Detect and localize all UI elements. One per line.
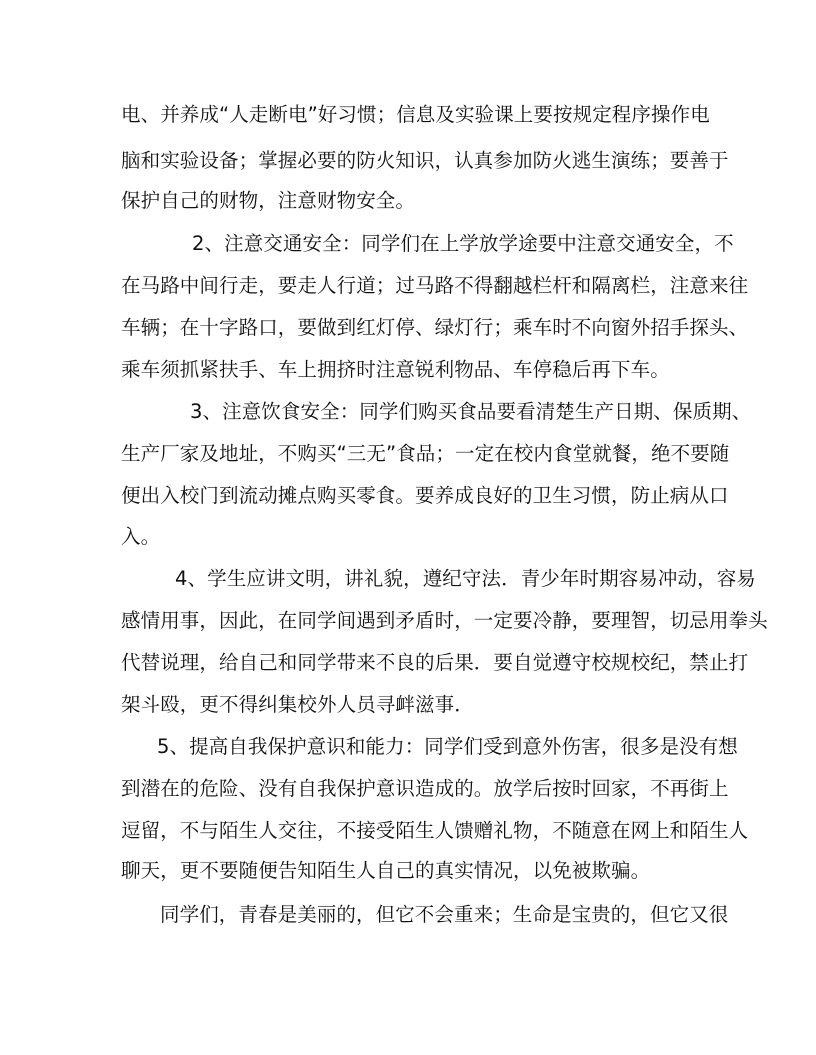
- text-line: 在马路中间行走，要走人行道；过马路不得翻越栏杆和隔离栏，注意来往: [121, 274, 749, 297]
- text-line: 乘车须抓紧扶手、车上拥挤时注意锐利物品、车停稳后再下车。: [121, 358, 670, 381]
- text-line: 到潜在的危险、没有自我保护意识造成的。放学后按时回家，不再街上: [121, 777, 729, 800]
- text-line: 脑和实验设备；掌握必要的防火知识，认真参加防火逃生演练；要善于: [121, 149, 729, 172]
- text-line: 代替说理，给自己和同学带来不良的后果．要自觉遵守校规校纪，禁止打: [121, 651, 749, 674]
- text-line: 生产厂家及地址，不购买“三无”食品；一定在校内食堂就餐，绝不要随: [121, 442, 730, 465]
- text-line: 5、提高自我保护意识和能力：同学们受到意外伤害，很多是没有想: [157, 735, 738, 758]
- text-line: 3、注意饮食安全：同学们购买食品要看清楚生产日期、保质期、: [190, 400, 752, 423]
- text-line: 便出入校门到流动摊点购买零食。要养成良好的卫生习惯，防止病从口: [121, 484, 729, 507]
- text-line: 逗留，不与陌生人交往，不接受陌生人馈赠礼物，不随意在网上和陌生人: [121, 819, 749, 842]
- text-line: 车辆；在十字路口，要做到红灯停、绿灯行；乘车时不向窗外招手探头、: [121, 316, 749, 339]
- text-line: 聊天，更不要随便告知陌生人自己的真实情况，以免被欺骗。: [121, 859, 651, 882]
- text-line: 电、并养成“人走断电”好习惯；信息及实验课上要按规定程序操作电: [121, 103, 710, 126]
- text-line: 感情用事，因此，在同学间遇到矛盾时，一定要冷静，要理智，切忌用拳头: [121, 609, 768, 632]
- text-line: 入。: [121, 525, 161, 548]
- text-line: 2、注意交通安全：同学们在上学放学途要中注意交通安全，不: [192, 232, 734, 255]
- text-line: 架斗殴，更不得纠集校外人员寻衅滋事．: [121, 693, 474, 716]
- text-line: 保护自己的财物，注意财物安全。: [121, 189, 416, 212]
- text-line: 同学们，青春是美丽的，但它不会重来；生命是宝贵的，但它又很: [160, 903, 729, 926]
- text-line: 4、学生应讲文明，讲礼貌，遵纪守法．青少年时期容易冲动，容易: [175, 567, 756, 590]
